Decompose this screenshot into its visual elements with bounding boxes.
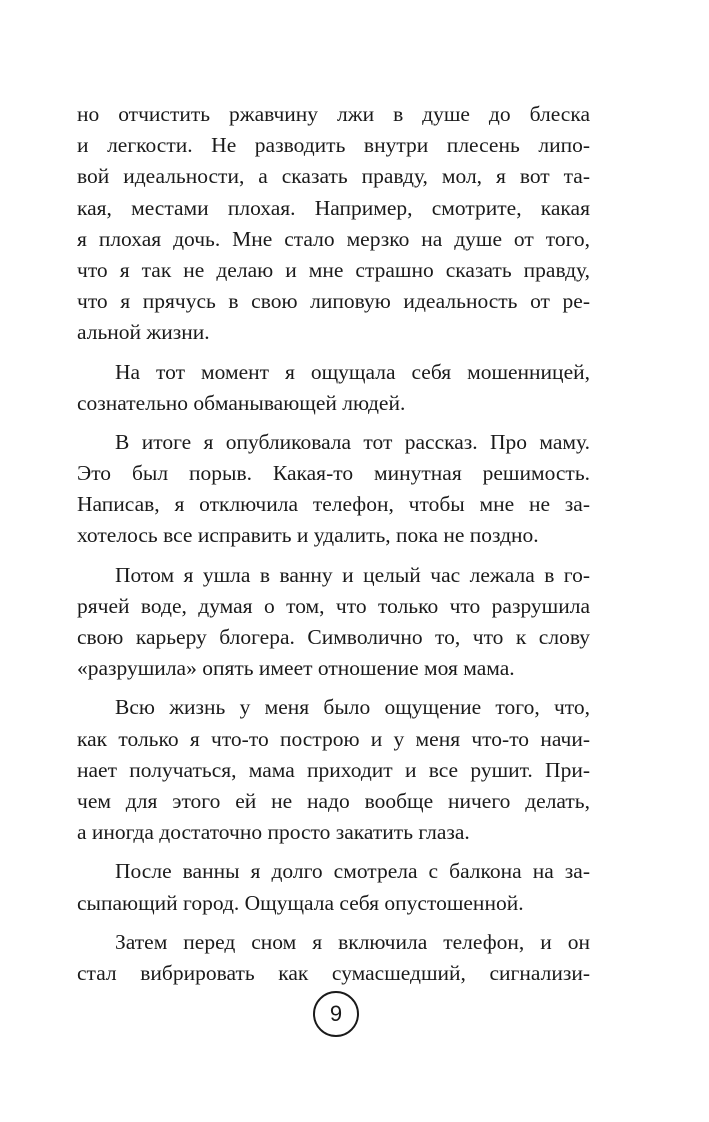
text-line: свою карьеру блогера. Символично то, что к слову: [77, 625, 590, 649]
page-number-label: 9: [329, 1001, 343, 1026]
text-line: Написав, я отключила телефон, чтобы мне не за-: [77, 492, 590, 517]
text-line: вой идеальности, а сказать правду, мол, я вот та-: [77, 164, 590, 189]
text-line: а иногда достаточно просто закатить глаза.: [77, 820, 470, 845]
text-line: После ванны я долго смотрела с балкона на за-: [115, 859, 590, 884]
text-line: Затем перед сном я включила телефон, и он: [115, 929, 590, 954]
text-line: На тот момент я ощущала себя мошенницей,: [115, 359, 590, 384]
text-line: сознательно обманывающей людей.: [77, 390, 406, 415]
paragraph-4: [77, 560, 590, 685]
paragraph-5: [77, 692, 590, 848]
paragraph-2: [77, 357, 590, 419]
text-line: альной жизни.: [77, 320, 210, 345]
text-line: Всю жизнь у меня было ощущение того, что,: [115, 695, 590, 720]
text-line: что я прячусь в свою липовую идеальность от ре-: [77, 289, 590, 314]
text-line: хотелось все исправить и удалить, пока не поздно.: [77, 523, 539, 548]
page-number-circle: [313, 991, 359, 1037]
paragraph-7: [77, 927, 590, 989]
paragraph-1: [77, 99, 590, 349]
text-line: чем для этого ей не надо вообще ничего делать,: [77, 788, 590, 813]
text-line: нает получаться, мама приходит и все рушит. При-: [77, 757, 590, 782]
body-text: [77, 99, 590, 997]
page-number: [313, 991, 359, 1037]
text-line: В итоге я опубликовала тот рассказ. Про маму.: [115, 429, 590, 454]
text-line: кая, местами плохая. Например, смотрите, какая: [77, 195, 590, 220]
text-line: Потом я ушла в ванну и целый час лежала в го-: [115, 562, 590, 587]
text-line: но отчистить ржавчину лжи в душе до блеска: [77, 102, 590, 126]
text-line: и легкости. Не разводить внутри плесень липо-: [77, 133, 590, 158]
text-line: «разрушила» опять имеет отношение моя мама.: [77, 656, 515, 681]
text-line: я плохая дочь. Мне стало мерзко на душе от того,: [77, 226, 590, 251]
text-line: Это был порыв. Какая-то минутная решимость.: [77, 461, 590, 486]
text-line: сыпающий город. Ощущала себя опустошенной.: [77, 890, 524, 915]
text-line: рячей воде, думая о том, что только что разрушила: [77, 593, 590, 618]
text-line: стал вибрировать как сумасшедший, сигнализи-: [77, 960, 590, 985]
text-line: что я так не делаю и мне страшно сказать правду,: [77, 257, 590, 282]
paragraph-3: [77, 427, 590, 552]
text-line: как только я что-то построю и у меня что-то начи-: [77, 726, 590, 751]
paragraph-6: [77, 856, 590, 918]
